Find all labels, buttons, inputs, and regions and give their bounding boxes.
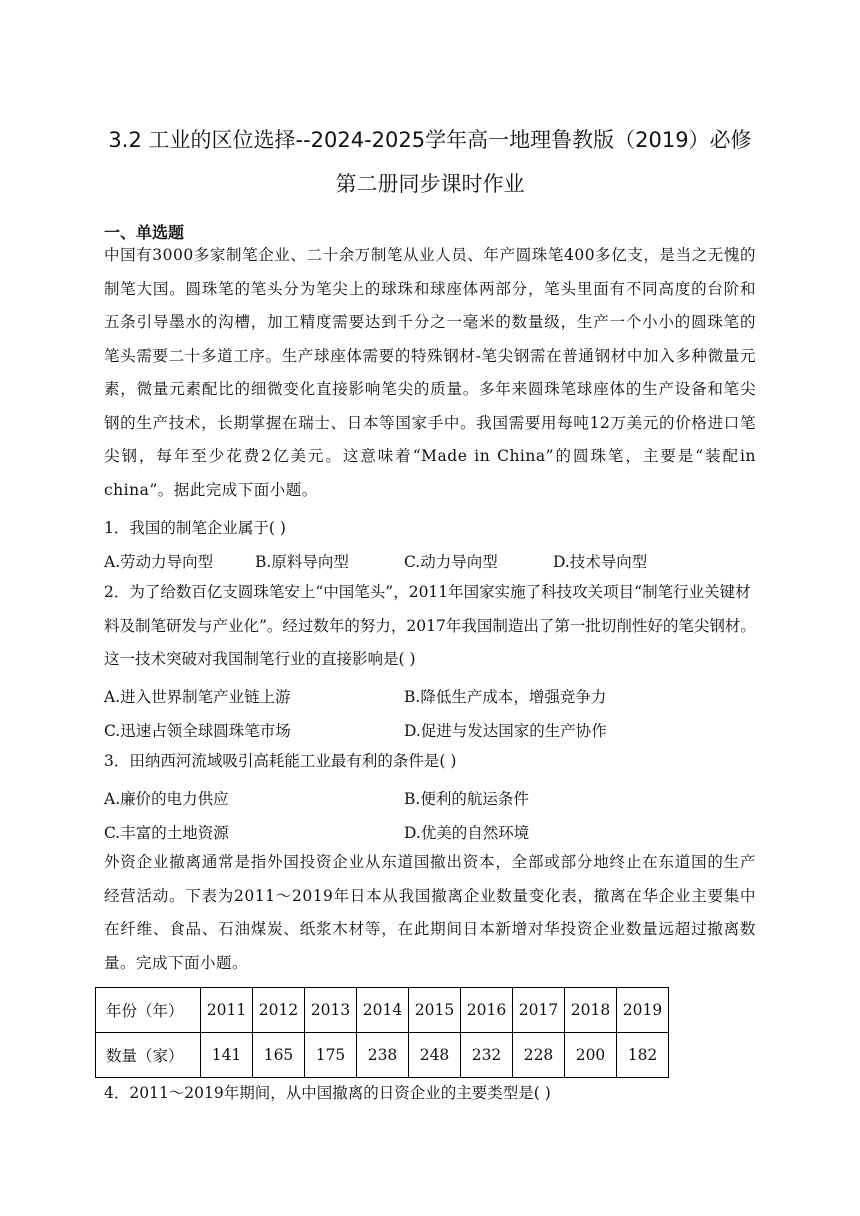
q2-option-d[interactable]: D.促进与发达国家的生产协作 [404, 722, 607, 740]
table-cell: 2011 [201, 988, 253, 1033]
q3-option-b[interactable]: B.便利的航运条件 [404, 790, 529, 808]
q3-option-c[interactable]: C.丰富的土地资源 [104, 824, 229, 842]
q1-option-c[interactable]: C.动力导向型 [404, 553, 498, 571]
table-cell: 238 [357, 1033, 409, 1078]
table-cell: 182 [617, 1033, 669, 1078]
question-3-options-row-1 [104, 787, 756, 817]
table-cell: 2016 [461, 988, 513, 1033]
question-1-stem: 1．我国的制笔企业属于( ) [104, 519, 286, 537]
withdrawal-data-table [95, 987, 669, 1078]
section-heading: 一、单选题 [104, 223, 185, 242]
table-row-years [96, 988, 669, 1033]
table-cell: 2015 [409, 988, 461, 1033]
table-cell: 175 [305, 1033, 357, 1078]
table-row-counts [96, 1033, 669, 1078]
reading-passage-2: 外资企业撤离通常是指外国投资企业从东道国撤出资本，全部或部分地终止在东道国的生产经营活动。下表为2011～2019年日本从我国撤离企业数量变化表，撤离在华企业主要集中在纤维、食品、石油煤炭、纸浆木材等，在此期间日本新增对华投资企业数量远超过撤离数量。完成下面小题。 [104, 853, 756, 972]
table-cell: 228 [513, 1033, 565, 1078]
table-cell: 2014 [357, 988, 409, 1033]
table-cell: 2019 [617, 988, 669, 1033]
q2-option-c[interactable]: C.迅速占领全球圆珠笔市场 [104, 722, 291, 740]
q1-option-a[interactable]: A.劳动力导向型 [104, 553, 214, 571]
table-cell: 2017 [513, 988, 565, 1033]
q3-option-d[interactable]: D.优美的自然环境 [404, 824, 530, 842]
question-4-stem: 4．2011～2019年期间，从中国撤离的日资企业的主要类型是( ) [104, 1084, 551, 1102]
table-cell: 200 [565, 1033, 617, 1078]
title-line-2: 第二册同步课时作业 [335, 172, 525, 196]
table-cell: 2018 [565, 988, 617, 1033]
question-2-options-row-1 [104, 685, 756, 715]
q3-option-a[interactable]: A.廉价的电力供应 [104, 790, 229, 808]
q1-option-d[interactable]: D.技术导向型 [553, 553, 648, 571]
q1-option-b[interactable]: B.原料导向型 [255, 553, 349, 571]
document-title [60, 118, 800, 206]
table-cell: 2013 [305, 988, 357, 1033]
table-header-count: 数量（家） [96, 1033, 201, 1078]
reading-passage-1: 中国有3000多家制笔企业、二十余万制笔从业人员、年产圆珠笔400多亿支，是当之无愧的制笔大国。圆珠笔的笔头分为笔尖上的球珠和球座体两部分，笔头里面有不同高度的台阶和五条引导墨水的沟槽，加工精度需要达到千分之一毫米的数量级，生产一个小小的圆珠笔的笔头需要二十多道工序。生产球座体需要的特殊钢材-笔尖钢需在普通钢材中加入多种微量元素，微量元素配比的细微变化直接影响笔尖的质量。多年来圆珠笔球座体的生产设备和笔尖钢的生产技术，长期掌握在瑞士、日本等国家手中。我国需要用每吨12万美元的价格进口笔尖钢，每年至少花费2亿美元。这意味着“Made in China”的圆珠笔，主要是“装配in china”。据此完成下面小题。 [104, 246, 756, 499]
question-3-stem: 3．田纳西河流域吸引高耗能工业最有利的条件是( ) [104, 752, 457, 770]
table-cell: 232 [461, 1033, 513, 1078]
q2-option-a[interactable]: A.进入世界制笔产业链上游 [104, 688, 291, 706]
table-cell: 248 [409, 1033, 461, 1078]
table-header-year: 年份（年） [96, 988, 201, 1033]
title-line-1: 3.2 工业的区位选择--2024-2025学年高一地理鲁教版（2019）必修 [108, 128, 752, 152]
question-2-stem: 2．为了给数百亿支圆珠笔安上“中国笔头”，2011年国家实施了科技攻关项目“制笔行业关键材料及制笔研发与产业化”。经过数年的努力，2017年我国制造出了第一批切削性好的笔尖钢材。这一技术突破对我国制笔行业的直接影响是( ) [104, 583, 756, 668]
table-cell: 2012 [253, 988, 305, 1033]
table-cell: 141 [201, 1033, 253, 1078]
table-cell: 165 [253, 1033, 305, 1078]
q2-option-b[interactable]: B.降低生产成本，增强竞争力 [404, 688, 607, 706]
